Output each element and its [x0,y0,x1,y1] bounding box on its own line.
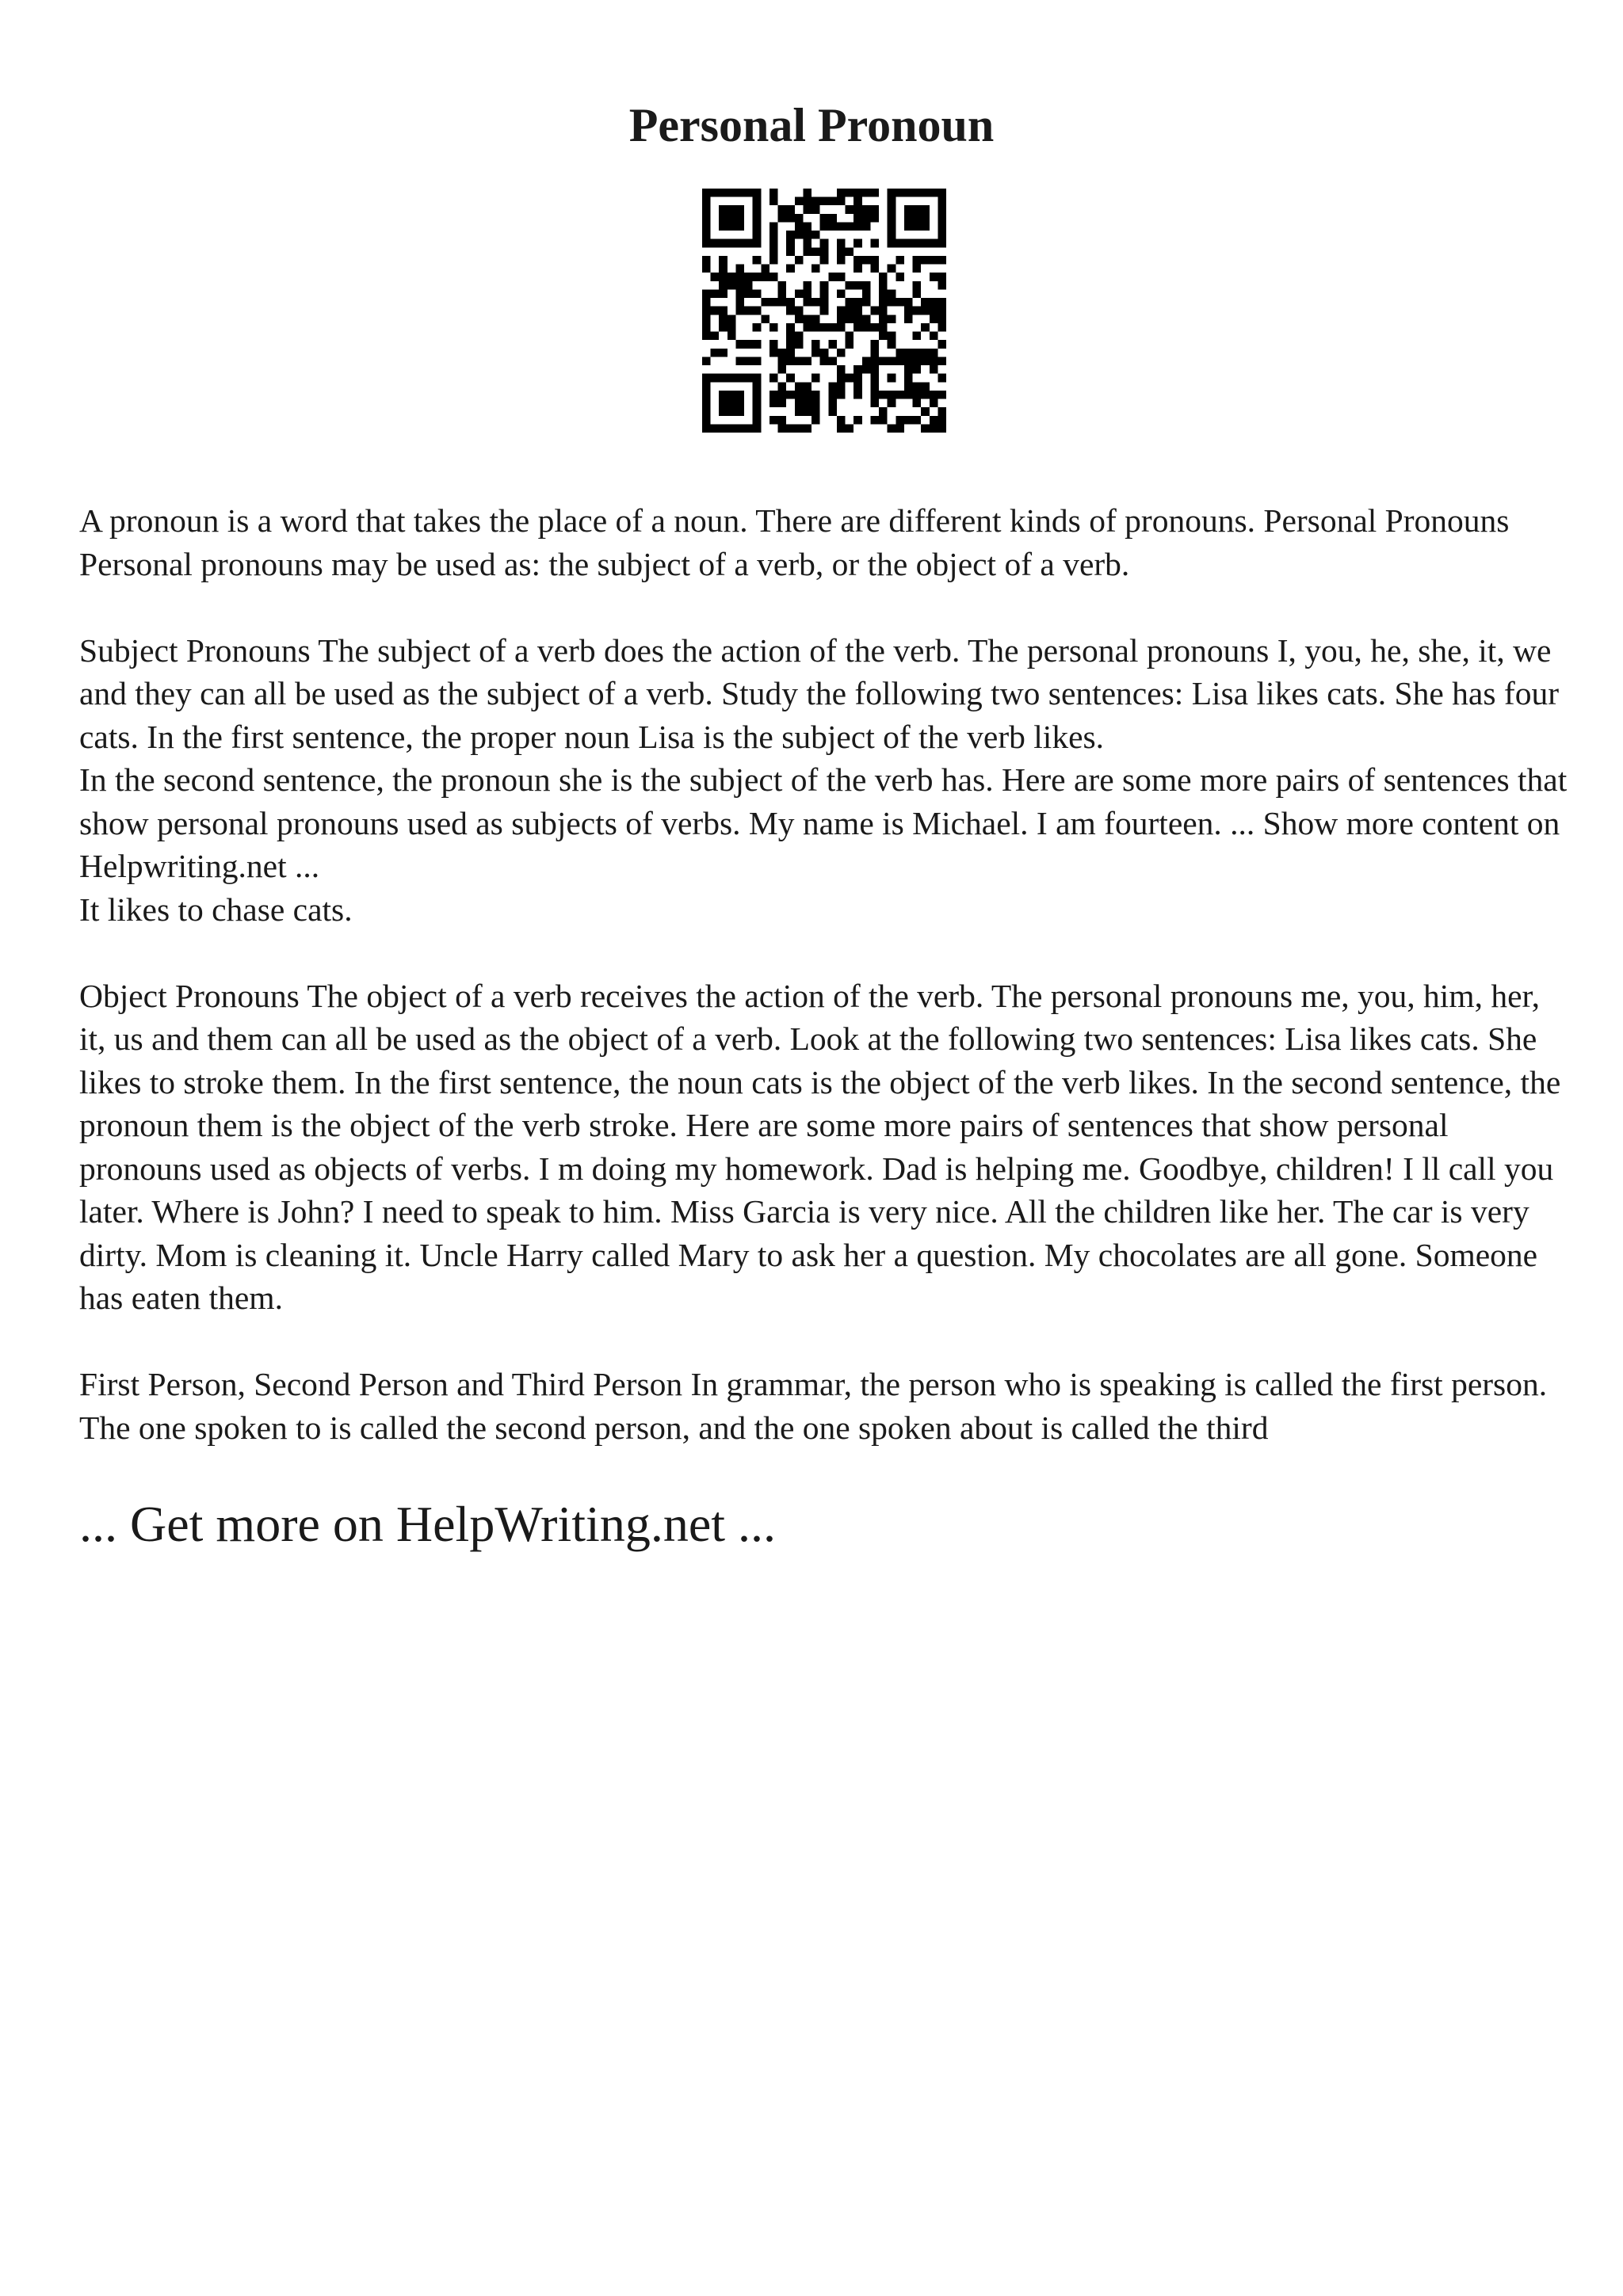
paragraph-subject-pronouns [79,629,1569,932]
document-body [79,499,1569,1556]
paragraph-text: Object Pronouns The object of a verb receives the action of the verb. The personal pronouns me, you, him, her, it, us and them can all be used as the object of a verb. Look at the following two sentences: Lisa likes cats. She likes to stroke them. In the first sentence, the noun cats is the object of the verb likes. In the second sentence, the pronoun them is the object of the verb stroke. Here are some more pairs of sentences that show personal pronouns used as objects of verbs. I m doing my homework. Dad is helping me. Goodbye, children! I ll call you later. Where is John? I need to speak to him. Miss Garcia is very nice. All the children like her. The car is very dirty. Mom is cleaning it. Uncle Harry called Mary to ask her a question. My chocolates are all gone. Someone has eaten them. [79,977,1561,1316]
page-title: Personal Pronoun [628,99,995,151]
paragraph-person [79,1363,1569,1449]
paragraph-text: It likes to chase cats. [79,891,353,928]
paragraph-text: In the second sentence, the pronoun she is the subject of the verb has. Here are some more pairs of sentences that show personal pronouns used as subjects of verbs. My name is Michael. I am fourteen. ... Show more content on Helpwriting.net ... [79,761,1568,884]
paragraph-intro [79,499,1569,585]
paragraph-text: A pronoun is a word that takes the place of a noun. There are different kinds of pronouns. Personal Pronouns Personal pronouns may be used as: the subject of a verb, or the object of a verb. [79,502,1510,582]
paragraph-object-pronouns [79,974,1569,1320]
qr-code-icon [702,189,946,433]
get-more-link[interactable]: ... Get more on HelpWriting.net ... [79,1495,776,1552]
paragraph-text: Subject Pronouns The subject of a verb does the action of the verb. The personal pronouns I, you, he, she, it, we and they can all be used as the subject of a verb. Study the following two sentences: Lisa likes cats. She has four cats. In the first sentence, the proper noun Lisa is the subject of the verb likes. [79,631,1560,755]
paragraph-text: First Person, Second Person and Third Person In grammar, the person who is speaking is called the first person. The one spoken to is called the second person, and the one spoken about is called the third [79,1366,1548,1446]
